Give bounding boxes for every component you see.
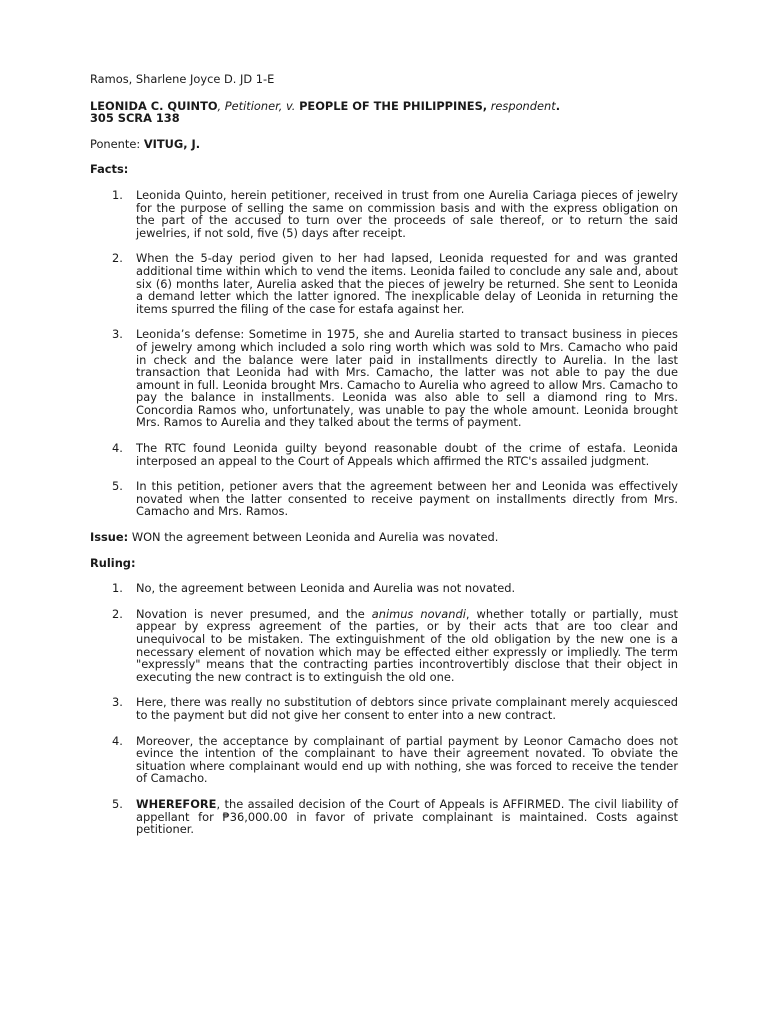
list-text: Leonida Quinto, herein petitioner, received in trust from one Aurelia Cariaga pieces of jewelry for the purpose of selling the same on commission basis and with the express obligation on the part of the accused to turn over the proceeds of sale thereof, or to return the said jewelries, if not sold, five (5) days after receipt. xyxy=(136,187,678,240)
list-item xyxy=(90,480,678,518)
list-text: , the assailed decision of the Court of Appeals is AFFIRMED. The civil liability of appellant for ₱36,000.00 in favor of private complainant is maintained. Costs against petitioner. xyxy=(136,796,678,837)
list-text: The RTC found Leonida guilty beyond reasonable doubt of the crime of estafa. Leonida interposed an appeal to the Court of Appeals which affirmed the RTC's assailed judgment. xyxy=(136,441,678,468)
author-line: Ramos, Sharlene Joyce D. JD 1-E xyxy=(90,72,275,86)
list-item xyxy=(90,252,678,315)
list-item xyxy=(90,696,678,721)
list-number: 5. xyxy=(112,796,123,811)
list-item xyxy=(90,582,678,595)
issue-text: WON the agreement between Leonida and Aurelia was novated. xyxy=(128,530,499,545)
list-text: Leonida’s defense: Sometime in 1975, she and Aurelia started to transact business in pieces of jewelry among which included a solo ring worth which was sold to Mrs. Camacho who paid in check and the balance were later paid in installments directly to Aurelia. In the last transaction that Leonida had with Mrs. Camacho, the latter was not able to pay the due amount in full. Leonida brought Mrs. Camacho to Aurelia who agreed to allow Mrs. Camacho to pay the balance in installments. Leonida was also able to sell a diamond ring to Mrs. Concordia Ramos who, unfortunately, was unable to pay the whole amount. Leonida brought Mrs. Ramos to Aurelia and they talked about the terms of payment. xyxy=(136,327,678,430)
title-period: . xyxy=(555,98,561,113)
list-number: 2. xyxy=(112,251,123,266)
list-number: 5. xyxy=(112,479,123,494)
list-text: Novation is never presumed, and the xyxy=(136,606,372,621)
petitioner-role: , Petitioner, v. xyxy=(217,98,296,113)
list-number: 2. xyxy=(112,606,123,621)
list-text: Moreover, the acceptance by complainant of partial payment by Leonor Camacho does not evince the intention of the complainant to have their agreement novated. To obviate the situation where complainant would end up with nothing, she was forced to receive the tender of Camacho. xyxy=(136,733,678,786)
issue-line xyxy=(90,531,678,544)
list-number: 3. xyxy=(112,327,123,342)
list-item xyxy=(90,442,678,467)
list-number: 1. xyxy=(112,187,123,202)
list-number: 4. xyxy=(112,733,123,748)
ponente-line xyxy=(90,138,678,151)
ponente-name: VITUG, J. xyxy=(143,136,201,151)
list-text: , whether totally or partially, must appear by express agreement of the parties, or by their acts that are too clear and unequivocal to be mistaken. The extinguishment of the old obligation by the new one is a necessary element of novation which may be effected either expressly or impliedly. The term "expressly" means that the contracting parties incontrovertibly disclose that their object in executing the new contract is to extinguish the old one. xyxy=(136,606,678,684)
respondent-role: respondent xyxy=(490,98,556,113)
respondent-name: PEOPLE OF THE PHILIPPINES, xyxy=(299,98,488,113)
list-text: When the 5-day period given to her had lapsed, Leonida requested for and was granted additional time within which to vend the items. Leonida failed to conclude any sale and, about six (6) months later, Aurelia asked that the pieces of jewelry be returned. She sent to Leonida a demand letter which the latter ignored. The inexplicable delay of Leonida in returning the items spurred the filing of the case for estafa against her. xyxy=(136,251,678,316)
facts-heading: Facts: xyxy=(90,162,129,177)
list-number: 3. xyxy=(112,695,123,710)
ruling-heading: Ruling: xyxy=(90,555,136,570)
list-item xyxy=(90,328,678,429)
list-item xyxy=(90,608,678,684)
list-item xyxy=(90,189,678,239)
list-text-bold: WHEREFORE xyxy=(136,796,217,811)
list-item xyxy=(90,798,678,836)
list-text: Here, there was really no substitution of debtors since private complainant merely acquiesced to the payment but did not give her consent to enter into a new contract. xyxy=(136,695,678,722)
petitioner-name: LEONIDA C. QUINTO xyxy=(90,98,218,113)
list-text: No, the agreement between Leonida and Aurelia was not novated. xyxy=(136,581,516,596)
list-text-italic: animus novandi xyxy=(371,606,466,621)
issue-label: Issue: xyxy=(90,530,129,545)
list-text: In this petition, petioner avers that the agreement between her and Leonida was effectively novated when the latter consented to receive payment on installments directly from Mrs. Camacho and Mrs. Ramos. xyxy=(136,479,678,519)
ponente-label: Ponente: xyxy=(90,136,144,151)
list-item xyxy=(90,735,678,785)
ruling-list xyxy=(90,582,678,836)
list-number: 1. xyxy=(112,581,123,596)
list-number: 4. xyxy=(112,441,123,456)
facts-list xyxy=(90,189,678,518)
case-citation: 305 SCRA 138 xyxy=(90,111,180,126)
